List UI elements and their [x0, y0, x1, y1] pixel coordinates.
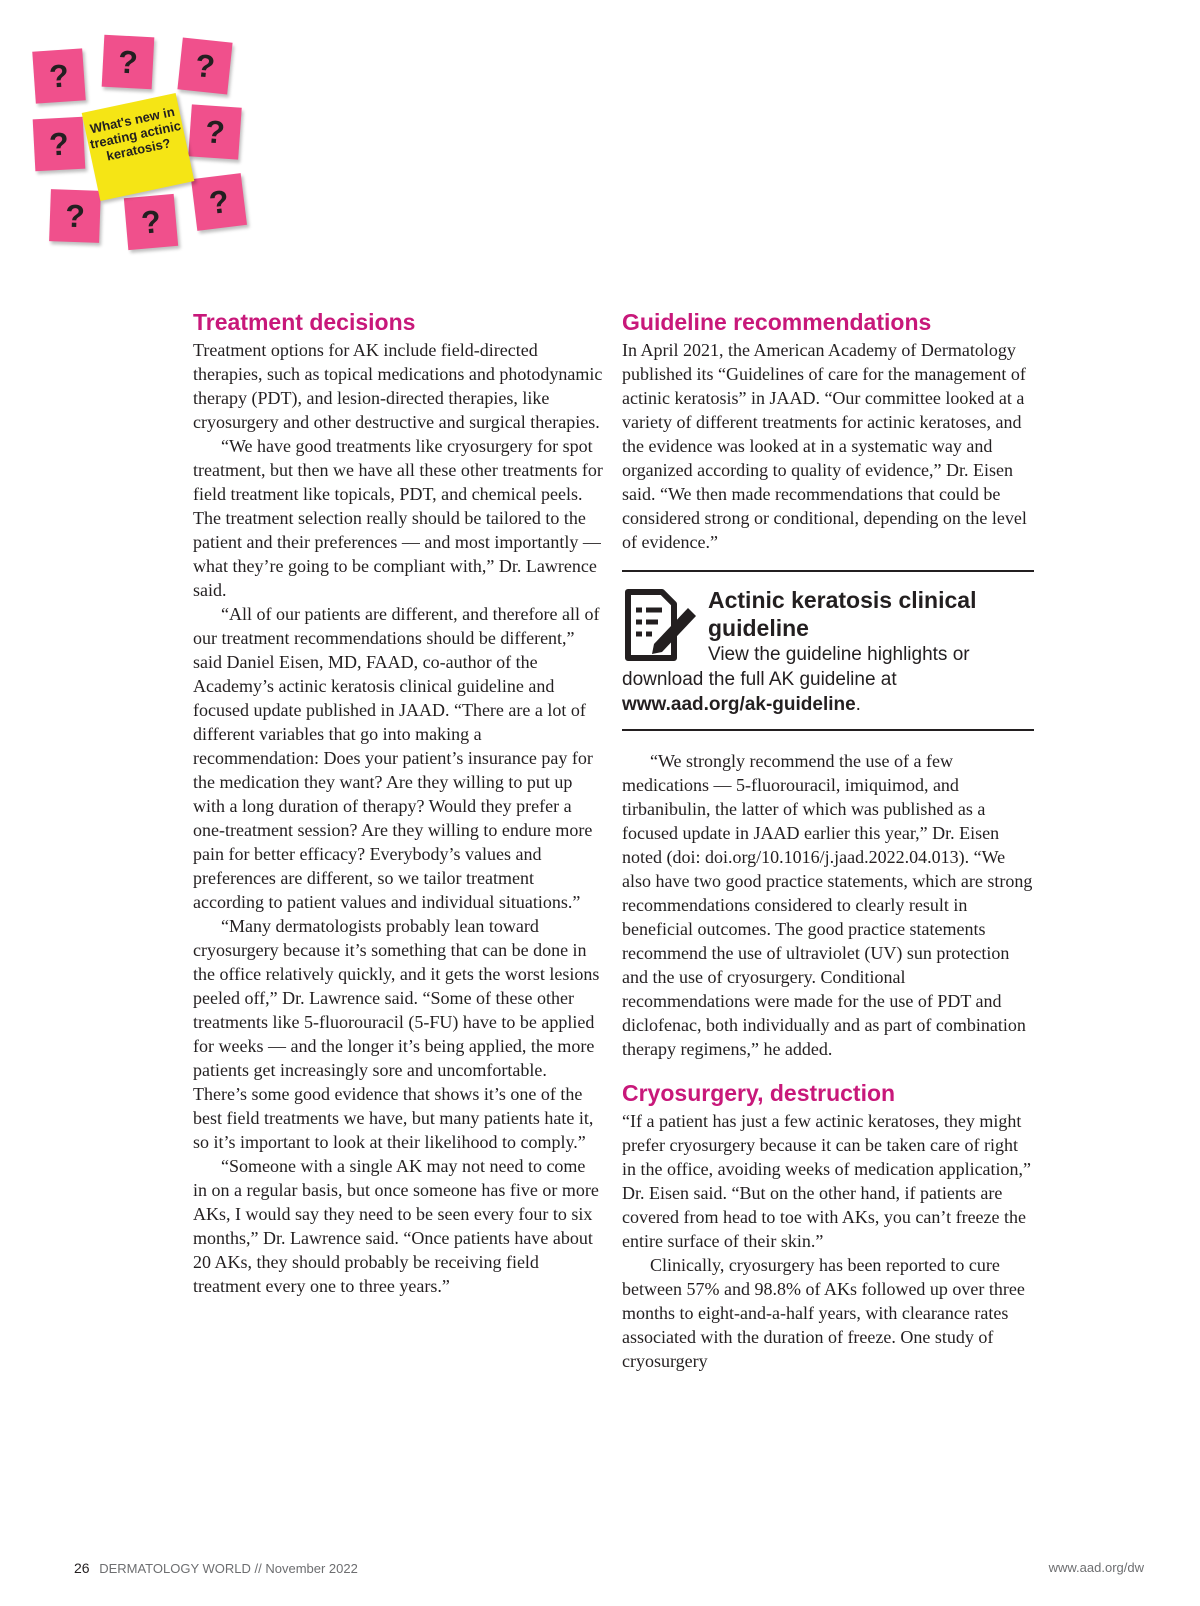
body-paragraph: “All of our patients are different, and therefore all of our treatment recommendations should be different,” said Daniel Eisen, MD, FAAD, co-author of the Academy’s actinic keratosis clinical guideline and focused update published in JAAD. “There are a lot of different variables that go into making a recommendation: Does your patient’s insurance pay for the medication they want? Are they willing to put up with a long duration of therapy? Would they prefer a one-treatment session? Are they willing to endure more pain for better efficacy? Everybody’s values and preferences are different, so we tailor treatment according to patient values and individual situations.” [193, 604, 600, 912]
callout-suffix: . [855, 694, 861, 715]
footer-url[interactable]: www.aad.org/dw [1048, 1560, 1144, 1575]
headline-note: What's new in treating actinic keratosis? [82, 93, 195, 201]
question-note: ? [177, 38, 232, 95]
body-paragraph: “Someone with a single AK may not need to come in on a regular basis, but once someone has five or more AKs, I would say they need to be seen every four to six months,” Dr. Lawrence said. “Once patients have about 20 AKs, they should probably be receiving field treatment every one to three years.” [193, 1156, 599, 1296]
question-note: ? [49, 189, 101, 243]
question-note: ? [102, 35, 155, 90]
page-number: 26 [74, 1560, 90, 1576]
body-paragraph: “We have good treatments like cryosurgery for spot treatment, but then we have all these other treatments for field treatment like topicals, PDT, and chemical peels. The treatment selection really should be tailored to the patient and their preferences — and most importantly — what they’re going to be compliant with,” Dr. Lawrence said. [193, 436, 603, 600]
document-pen-icon [622, 586, 700, 664]
question-note: ? [32, 48, 86, 103]
question-note: ? [191, 173, 247, 231]
guideline-link[interactable]: www.aad.org/ak-guideline [622, 694, 856, 715]
body-paragraph: “Many dermatologists probably lean toward cryosurgery because it’s something that can be done in the office relatively quickly, and it gets the worst lesions peeled off,” Dr. Lawrence said. “Some of these other treatments like 5-fluorouracil (5-FU) have to be applied for weeks — and the longer it’s being applied, the more patients get increasingly sore and uncomfortable. There’s some good evidence that shows it’s one of the best field treatments we have, but many patients hate it, so it’s important to look at their likelihood to comply.” [193, 916, 600, 1152]
body-paragraph: Clinically, cryosurgery has been reported to cure between 57% and 98.8% of AKs followed up over three months to eight-and-a-half years, with clearance rates associated with the duration of freeze. One study of cryosurgery [622, 1255, 1025, 1371]
left-column [193, 308, 603, 1298]
callout-body: View the guideline highlights or download the full AK guideline at [622, 644, 970, 690]
body-paragraph: “If a patient has just a few actinic keratoses, they might prefer cryosurgery because it can be taken care of right in the office, avoiding weeks of medication application,” Dr. Eisen said. “But on the other hand, if patients are covered from head to toe with AKs, you can’t freeze the entire surface of their skin.” [622, 1111, 1032, 1251]
body-paragraph: In April 2021, the American Academy of Dermatology published its “Guidelines of care for the management of actinic keratosis” in JAAD. “Our committee looked at a variety of different treatments for actinic keratoses, and the evidence was looked at in a systematic way and organized according to quality of evidence,” Dr. Eisen said. “We then made recommendations that could be considered strong or conditional, depending on the level of evidence.” [622, 340, 1027, 552]
body-paragraph: Treatment options for AK include field-directed therapies, such as topical medications and photodynamic therapy (PDT), and lesion-directed therapies, like cryosurgery and other destructive and surgical therapies. [193, 340, 603, 432]
sticky-notes-graphic [28, 30, 268, 260]
section-heading: Guideline recommendations [622, 309, 932, 335]
question-note: ? [33, 117, 86, 172]
body-paragraph: “We strongly recommend the use of a few medications — 5-fluorouracil, imiquimod, and tirbanibulin, the latter of which was published as a focused update in JAAD earlier this year,” Dr. Eisen noted (doi: doi.org/10.1016/j.jaad.2022.04.013). “We also have two good practice statements, which are strong recommendations considered to clearly result in beneficial outcomes. The good practice statements recommend the use of ultraviolet (UV) sun protection and the use of cryosurgery. Conditional recommendations were made for the use of PDT and diclofenac, both individually and as part of combination therapy regimens,” he added. [622, 751, 1033, 1059]
page-footer [74, 1560, 1144, 1576]
section-heading: Cryosurgery, destruction [622, 1080, 896, 1106]
section-heading: Treatment decisions [193, 309, 416, 335]
callout-title: Actinic keratosis clinical guideline [708, 587, 977, 641]
publication-name: DERMATOLOGY WORLD // November 2022 [99, 1561, 358, 1576]
question-note: ? [124, 194, 178, 250]
question-note: ? [188, 104, 242, 159]
guideline-callout [622, 570, 1034, 731]
right-column [622, 308, 1034, 1373]
